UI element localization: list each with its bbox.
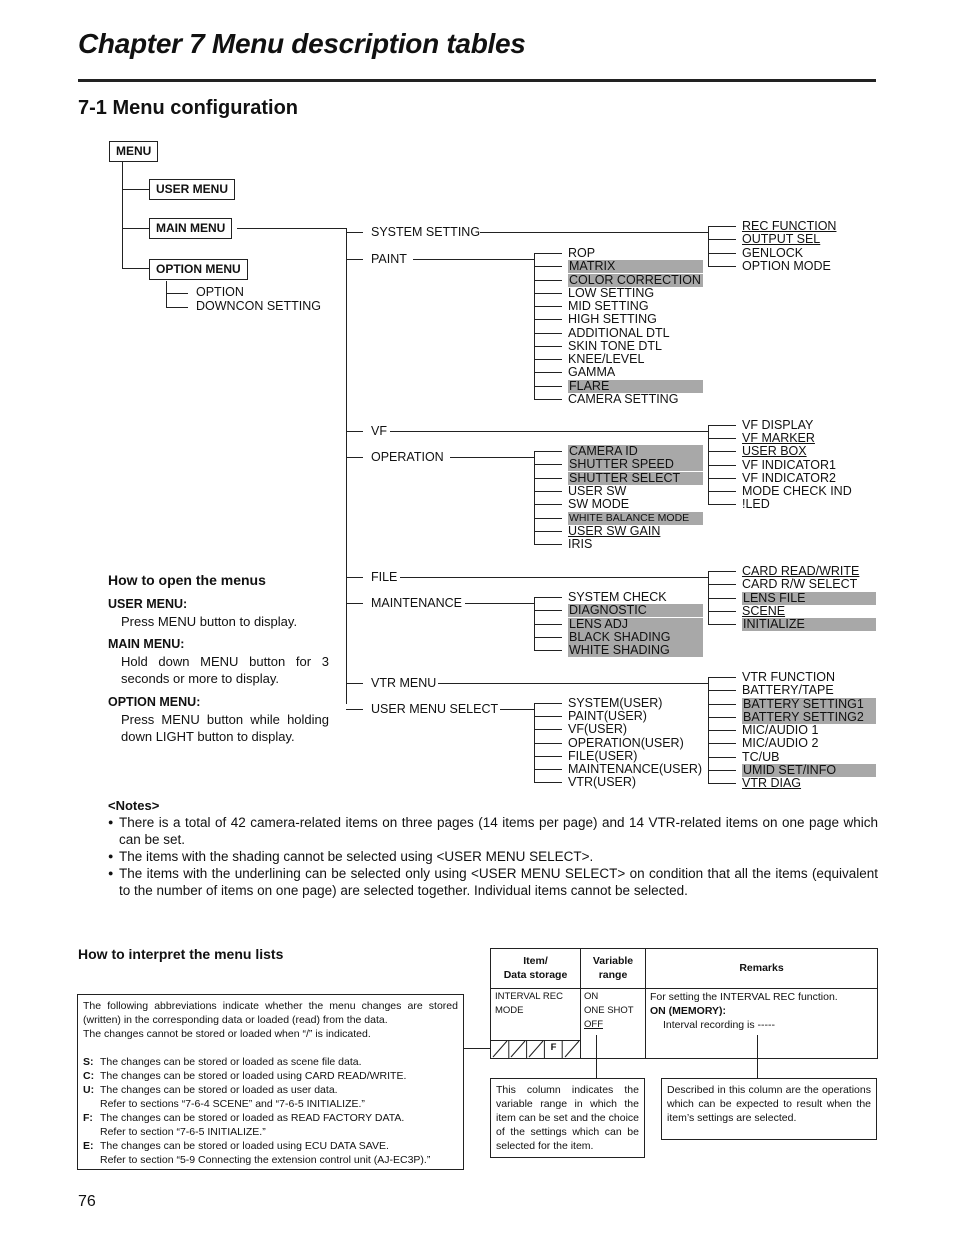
operation-item: IRIS: [568, 537, 593, 552]
paint-item: HIGH SETTING: [568, 312, 657, 327]
user-select-item: OPERATION(USER): [568, 735, 684, 750]
main-menu-item: USER MENU SELECT: [371, 702, 499, 716]
tree-connector: [534, 333, 562, 334]
note-item: ● The items with the underlining can be selected only using <USER MENU SELECT> on condition that all the items (equivalent to the number of items on one page) are selected together. Individual items cannot be selected.: [108, 865, 878, 899]
abbrev-row: [83, 1083, 458, 1097]
tree-connector: [708, 491, 736, 492]
user-select-item: SYSTEM(USER): [568, 696, 663, 710]
tree-connector: [708, 743, 736, 744]
paint-item: KNEE/LEVEL: [568, 352, 645, 366]
main-menu-item: OPERATION: [371, 450, 444, 464]
tree-connector: [534, 650, 562, 651]
tree-connector: [708, 611, 736, 612]
abbrev-text: Refer to section “7-6-5 INITIALIZE.”: [100, 1126, 266, 1138]
tree-connector: [534, 491, 562, 492]
tree-connector: [122, 268, 149, 269]
tree-connector: [534, 464, 562, 465]
file-item: CARD R/W SELECT: [742, 577, 858, 592]
notes-section: [108, 797, 878, 899]
file-item: INITIALIZE: [742, 618, 876, 631]
maintenance-item: SYSTEM CHECK: [568, 590, 667, 604]
user-menu-title: USER MENU:: [108, 597, 188, 611]
vf-item: !LED: [742, 497, 770, 512]
col-range-header: Variable range: [592, 955, 634, 981]
abbrev-text: The changes can be stored or loaded as user data.: [100, 1084, 338, 1096]
system-setting-item: GENLOCK: [742, 245, 804, 260]
chapter-title: Chapter 7 Menu description tables: [78, 28, 526, 59]
vtr-item: TC/UB: [742, 749, 780, 764]
paint-item: MID SETTING: [568, 299, 649, 313]
tree-connector: [708, 677, 736, 678]
tree-connector: [534, 399, 562, 400]
tree-connector: [390, 431, 708, 432]
paint-item: ROP: [568, 246, 596, 260]
main-menu-item: FILE: [371, 570, 398, 584]
tree-connector: [534, 716, 562, 717]
tree-connector: [708, 266, 736, 267]
range-cell: ON ONE SHOT OFF: [584, 991, 634, 1030]
main-menu-item: MAINTENANCE: [371, 596, 462, 610]
tree-connector: [708, 690, 736, 691]
tree-connector: [122, 189, 149, 190]
tree-connector: [708, 598, 736, 599]
tree-connector: [708, 239, 736, 240]
storage-flags: [491, 1040, 580, 1058]
abbrev-text: The changes can be stored or loaded using CARD READ/WRITE.: [100, 1070, 407, 1082]
abbrev-text: The changes can be stored or loaded using ECU DATA SAVE.: [100, 1140, 389, 1152]
tree-connector: [237, 228, 347, 229]
operation-item: CAMERA ID: [568, 445, 703, 458]
vf-item: VF INDICATOR1: [742, 457, 836, 472]
tree-connector: [346, 603, 363, 604]
tree-connector: [534, 266, 562, 267]
operation-item: USER SW: [568, 483, 627, 498]
note-item: ● The items with the shading cannot be selected using <USER MENU SELECT>.: [108, 848, 878, 865]
tree-connector: [166, 307, 188, 308]
abbreviations-box: [77, 994, 464, 1170]
remarks-note: Described in this column are the operations which can be expected to result when the item’s settings are selected.: [661, 1078, 877, 1140]
callout-line: [757, 1035, 758, 1078]
vtr-item: VTR DIAG: [742, 776, 802, 790]
vtr-item: VTR FUNCTION: [742, 670, 836, 684]
tree-connector: [534, 253, 562, 254]
callout-line: [596, 1035, 597, 1078]
tree-connector: [534, 478, 562, 479]
operation-item: SHUTTER SPEED: [568, 458, 703, 471]
abbrev-key: E:: [83, 1140, 94, 1152]
tree-connector: [122, 228, 149, 229]
paint-item: MATRIX: [568, 260, 703, 273]
tree-connector: [534, 359, 562, 360]
maintenance-item: DIAGNOSTIC: [568, 604, 703, 617]
tree-connector: [346, 259, 363, 260]
file-item: SCENE: [742, 603, 786, 618]
vf-item: MODE CHECK IND: [742, 484, 852, 498]
interpret-heading: How to interpret the menu lists: [78, 946, 284, 962]
user-menu-text: Press MENU button to display.: [121, 614, 298, 629]
abbrev-row: [83, 1097, 458, 1111]
vf-item: VF INDICATOR2: [742, 470, 836, 485]
tree-connector: [400, 577, 708, 578]
tree-connector: [534, 756, 562, 757]
tree-connector: [708, 478, 736, 479]
main-menu-item: SYSTEM SETTING: [371, 225, 481, 239]
main-menu-item: VF: [371, 424, 387, 438]
abbrev-list: [83, 1055, 458, 1167]
maintenance-item: BLACK SHADING: [568, 631, 703, 644]
operation-item: USER SW GAIN: [568, 523, 661, 538]
tree-connector: [534, 729, 562, 730]
tree-connector: [534, 504, 562, 505]
user-select-item: MAINTENANCE(USER): [568, 762, 703, 776]
tree-connector: [346, 709, 363, 710]
abbrev-text: The changes can be stored or loaded as scene file data.: [100, 1056, 362, 1068]
paint-item: COLOR CORRECTION: [568, 274, 703, 287]
paint-item: CAMERA SETTING: [568, 391, 679, 406]
tree-connector: [534, 597, 562, 598]
option-menu-title: OPTION MENU:: [108, 695, 201, 709]
tree-connector: [534, 531, 562, 532]
tree-connector: [534, 372, 562, 373]
abbrev-row: [83, 1111, 458, 1125]
abbrev-text: Refer to sections “7-6-4 SCENE” and “7-6-5 INITIALIZE.”: [100, 1098, 365, 1110]
abbrev-text: Refer to section “5-9 Connecting the extension control unit (AJ-EC3P).”: [100, 1154, 431, 1166]
abbrev-row: [83, 1125, 458, 1139]
tree-connector: [708, 253, 736, 254]
tree-connector: [708, 770, 736, 771]
tree-connector: [534, 346, 562, 347]
option-menu-text: Press MENU button while holding down LIGHT button to display.: [121, 712, 329, 744]
paint-item: GAMMA: [568, 365, 616, 380]
main-menu-item: PAINT: [371, 252, 407, 266]
tree-connector: [708, 465, 736, 466]
paint-item: FLARE: [568, 380, 703, 393]
tree-connector: [708, 425, 736, 426]
tree-connector: [534, 624, 562, 625]
tree-connector: [534, 293, 562, 294]
abbrev-key: U:: [83, 1084, 95, 1096]
range-note: This column indicates the variable range in which the item can be set and the choice of the settings which can be selected for the item.: [490, 1078, 645, 1158]
menu-box: MENU: [109, 141, 158, 162]
system-setting-item: OPTION MODE: [742, 258, 831, 273]
abbrev-text: The changes can be stored or loaded as READ FACTORY DATA.: [100, 1112, 405, 1124]
maintenance-item: WHITE SHADING: [568, 644, 703, 657]
tree-connector: [534, 610, 562, 611]
abbrev-row: [83, 1069, 458, 1083]
vtr-item: UMID SET/INFO: [742, 764, 876, 777]
option-menu-box: OPTION MENU: [149, 259, 248, 280]
abbrev-intro-2: The changes cannot be stored or loaded when “/” is indicated.: [83, 1028, 371, 1040]
tree-connector: [534, 386, 562, 387]
operation-item: SW MODE: [568, 497, 630, 512]
example-table: [490, 948, 878, 1059]
tree-connector: [534, 703, 562, 704]
tree-connector: [708, 504, 736, 505]
col-item-header: Item/ Data storage: [503, 955, 568, 981]
tree-connector: [346, 431, 363, 432]
main-menu-title: MAIN MENU:: [108, 637, 185, 651]
user-select-item: PAINT(USER): [568, 709, 647, 724]
tree-connector: [534, 306, 562, 307]
vtr-item: BATTERY/TAPE: [742, 683, 834, 698]
tree-connector: [122, 162, 123, 268]
tree-connector: [534, 637, 562, 638]
maintenance-item: LENS ADJ: [568, 618, 703, 631]
tree-connector: [346, 232, 363, 233]
vtr-item: MIC/AUDIO 1: [742, 723, 819, 737]
operation-item: WHITE BALANCE MODE: [568, 512, 703, 525]
note-item: ● There is a total of 42 camera-related items on three pages (14 items per page) and 14 VTR-related items on one page which can be set.: [108, 814, 878, 848]
section-title: 7-1 Menu configuration: [78, 97, 298, 119]
tree-connector: [534, 280, 562, 281]
tree-connector: [166, 281, 167, 307]
tree-connector: [438, 683, 708, 684]
tree-connector: [346, 457, 363, 458]
tree-connector: [534, 518, 562, 519]
file-item: LENS FILE: [742, 592, 876, 605]
operation-item: SHUTTER SELECT: [568, 472, 703, 485]
page-number: 76: [78, 1193, 96, 1210]
main-menu-text: Hold down MENU button for 3 seconds or more to display.: [121, 654, 329, 686]
user-select-item: FILE(USER): [568, 748, 638, 763]
notes-heading: <Notes>: [108, 798, 160, 813]
user-menu-box: USER MENU: [149, 179, 235, 200]
tree-connector: [534, 451, 562, 452]
tree-connector: [708, 571, 736, 572]
tree-connector: [534, 253, 535, 400]
col-remarks-header: Remarks: [739, 962, 784, 974]
tree-connector: [708, 730, 736, 731]
tree-connector: [534, 782, 562, 783]
option-item: DOWNCON SETTING: [196, 299, 321, 313]
abbrev-key: S:: [83, 1056, 94, 1068]
vf-item: USER BOX: [742, 444, 807, 459]
tree-connector: [534, 319, 562, 320]
vtr-item: BATTERY SETTING2: [742, 711, 876, 724]
tree-connector: [413, 259, 534, 260]
option-item: OPTION: [196, 285, 244, 299]
tree-connector: [346, 228, 347, 704]
main-menu-item: VTR MENU: [371, 676, 437, 690]
abbrev-key: F:: [83, 1112, 93, 1124]
abbrev-intro: The following abbreviations indicate whether the menu changes are stored (written) in the corresponding data or loaded (read) from the data.: [83, 1000, 458, 1026]
tree-connector: [534, 769, 562, 770]
tree-connector: [346, 577, 363, 578]
item-cell: INTERVAL REC MODE: [495, 991, 563, 1016]
remarks-cell: For setting the INTERVAL REC function. ON (MEMORY): Interval recording is -----: [650, 991, 838, 1031]
main-menu-box: MAIN MENU: [149, 218, 232, 239]
tree-connector: [166, 293, 188, 294]
tree-connector: [708, 717, 736, 718]
tree-connector: [534, 544, 562, 545]
user-select-item: VF(USER): [568, 722, 628, 737]
abbrev-row: [83, 1055, 458, 1069]
file-item: CARD READ/WRITE: [742, 564, 860, 578]
abbrev-row: [83, 1153, 458, 1167]
tree-connector: [708, 757, 736, 758]
paint-item: ADDITIONAL DTL: [568, 325, 670, 340]
user-select-item: VTR(USER): [568, 775, 637, 790]
tree-connector: [450, 457, 534, 458]
tree-connector: [708, 451, 736, 452]
tree-connector: [500, 709, 534, 710]
tree-connector: [708, 704, 736, 705]
abbrev-row: [83, 1139, 458, 1153]
tree-connector: [708, 226, 709, 267]
storage-flag-f: F: [550, 1042, 557, 1053]
tree-connector: [708, 783, 736, 784]
tree-connector: [708, 584, 736, 585]
vf-item: VF DISPLAY: [742, 418, 814, 432]
howto-heading: How to open the menus: [108, 572, 266, 588]
tree-connector: [708, 438, 736, 439]
tree-connector: [465, 603, 534, 604]
callout-line: [463, 1048, 490, 1049]
vtr-item: MIC/AUDIO 2: [742, 736, 819, 751]
vf-item: VF MARKER: [742, 431, 815, 446]
tree-connector: [346, 683, 363, 684]
tree-connector: [534, 743, 562, 744]
tree-connector: [708, 624, 736, 625]
system-setting-item: REC FUNCTION: [742, 219, 837, 233]
paint-item: LOW SETTING: [568, 285, 655, 300]
system-setting-item: OUTPUT SEL: [742, 232, 821, 247]
tree-connector: [480, 232, 708, 233]
paint-item: SKIN TONE DTL: [568, 338, 663, 353]
vtr-item: BATTERY SETTING1: [742, 698, 876, 711]
chapter-rule: [78, 79, 876, 82]
abbrev-key: C:: [83, 1070, 95, 1082]
tree-connector: [708, 226, 736, 227]
